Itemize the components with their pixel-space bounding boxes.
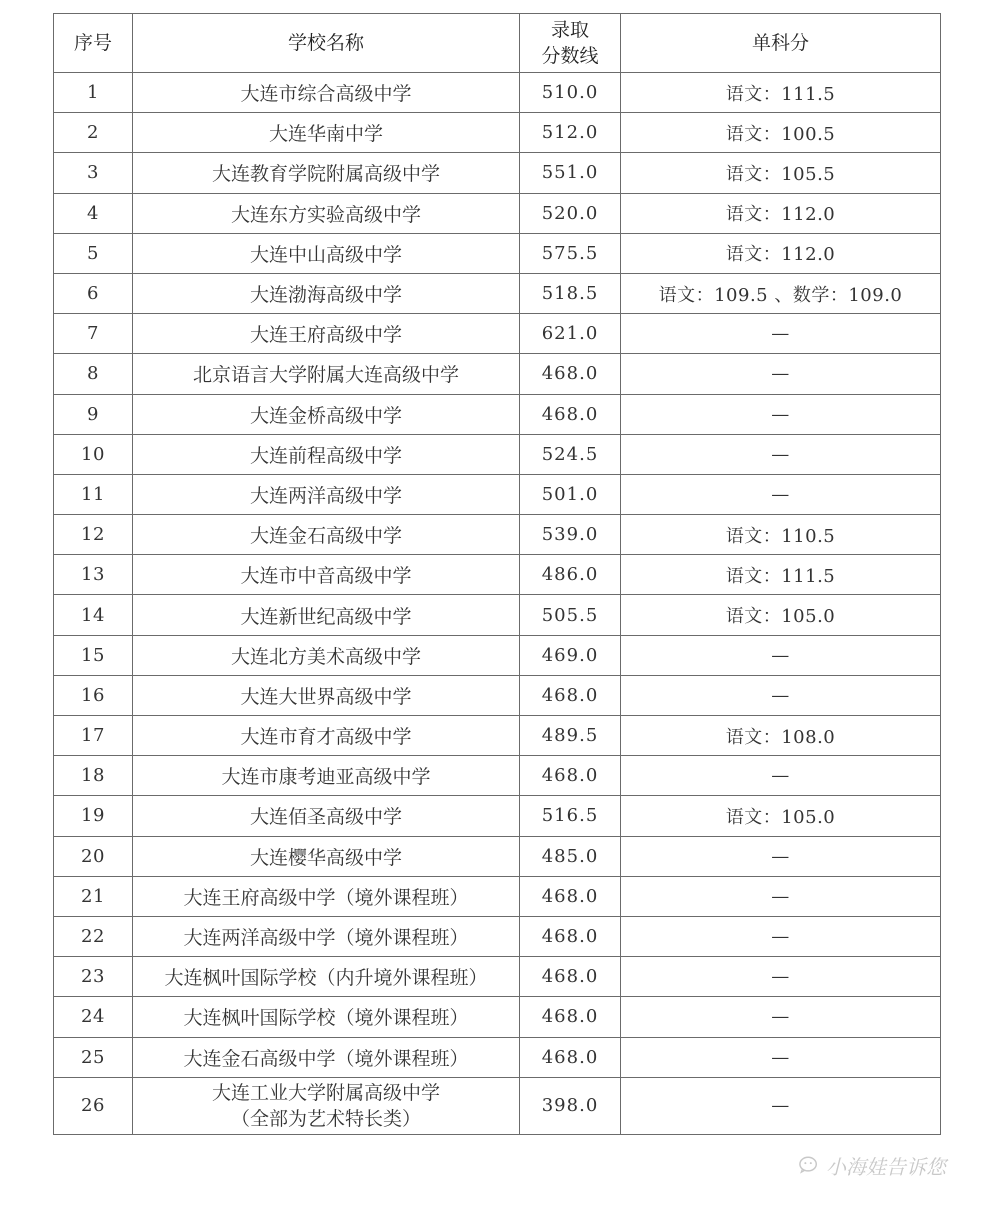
cell-subject-score: 语文：105.0 <box>621 796 941 836</box>
cell-school-name: 大连大世界高级中学 <box>133 675 520 715</box>
cell-admission-score: 468.0 <box>520 675 621 715</box>
cell-index: 5 <box>54 233 133 273</box>
table-row <box>54 916 941 956</box>
cell-school-name: 大连樱华高级中学 <box>133 836 520 876</box>
cell-school-name: 大连金桥高级中学 <box>133 394 520 434</box>
cell-subject-score: — <box>621 675 941 715</box>
cell-school-name: 大连金石高级中学 <box>133 515 520 555</box>
cell-subject-score: — <box>621 756 941 796</box>
cell-index: 17 <box>54 716 133 756</box>
table-row <box>54 756 941 796</box>
admission-score-table <box>53 13 941 1135</box>
cell-admission-score: 468.0 <box>520 916 621 956</box>
cell-admission-score: 468.0 <box>520 997 621 1037</box>
cell-index: 8 <box>54 354 133 394</box>
cell-index: 23 <box>54 957 133 997</box>
cell-school-name: 大连市康考迪亚高级中学 <box>133 756 520 796</box>
cell-subject-score: 语文：110.5 <box>621 515 941 555</box>
table-row <box>54 997 941 1037</box>
cell-school-name: 大连市育才高级中学 <box>133 716 520 756</box>
cell-index: 1 <box>54 73 133 113</box>
cell-admission-score: 468.0 <box>520 957 621 997</box>
cell-subject-score: — <box>621 394 941 434</box>
table-row <box>54 876 941 916</box>
cell-subject-score: 语文：108.0 <box>621 716 941 756</box>
cell-index: 24 <box>54 997 133 1037</box>
cell-index: 3 <box>54 153 133 193</box>
cell-index: 12 <box>54 515 133 555</box>
cell-school-name: 大连教育学院附属高级中学 <box>133 153 520 193</box>
table-row <box>54 153 941 193</box>
header-subject-score: 单科分 <box>621 14 941 73</box>
cell-admission-score: 551.0 <box>520 153 621 193</box>
table-row <box>54 1077 941 1134</box>
cell-school-name: 大连北方美术高级中学 <box>133 635 520 675</box>
cell-subject-score: — <box>621 957 941 997</box>
cell-index: 6 <box>54 273 133 313</box>
header-school-name: 学校名称 <box>133 14 520 73</box>
cell-index: 21 <box>54 876 133 916</box>
cell-subject-score: — <box>621 876 941 916</box>
cell-subject-score: 语文：109.5 、数学：109.0 <box>621 273 941 313</box>
table-row <box>54 314 941 354</box>
header-score-line-1: 录取 <box>550 19 589 41</box>
table-row <box>54 515 941 555</box>
cell-school-name: 大连中山高级中学 <box>133 233 520 273</box>
cell-subject-score: 语文：105.0 <box>621 595 941 635</box>
cell-subject-score: — <box>621 314 941 354</box>
cell-admission-score: 575.5 <box>520 233 621 273</box>
cell-admission-score: 469.0 <box>520 635 621 675</box>
cell-subject-score: 语文：100.5 <box>621 113 941 153</box>
cell-school-name: 大连佰圣高级中学 <box>133 796 520 836</box>
cell-subject-score: — <box>621 434 941 474</box>
watermark <box>798 1152 946 1178</box>
cell-school-name: 大连市综合高级中学 <box>133 73 520 113</box>
table-row <box>54 796 941 836</box>
cell-school-name: 大连金石高级中学（境外课程班） <box>133 1037 520 1077</box>
table-row <box>54 635 941 675</box>
cell-admission-score: 398.0 <box>520 1077 621 1134</box>
cell-subject-score: — <box>621 916 941 956</box>
cell-index: 19 <box>54 796 133 836</box>
cell-admission-score: 621.0 <box>520 314 621 354</box>
cell-school-name: 大连两洋高级中学 <box>133 474 520 514</box>
cell-index: 16 <box>54 675 133 715</box>
cell-subject-score: — <box>621 474 941 514</box>
cell-school-name: 大连枫叶国际学校（内升境外课程班） <box>133 957 520 997</box>
cell-index: 22 <box>54 916 133 956</box>
header-score-line-2: 分数线 <box>541 45 599 67</box>
cell-index: 25 <box>54 1037 133 1077</box>
cell-subject-score: 语文：105.5 <box>621 153 941 193</box>
table-header-row <box>54 14 941 73</box>
table-body <box>54 73 941 1135</box>
wechat-icon <box>798 1155 820 1175</box>
table-row <box>54 354 941 394</box>
cell-admission-score: 516.5 <box>520 796 621 836</box>
admission-table-container <box>53 13 940 1135</box>
cell-subject-score: — <box>621 1077 941 1134</box>
cell-subject-score: — <box>621 635 941 675</box>
cell-admission-score: 520.0 <box>520 193 621 233</box>
cell-index: 7 <box>54 314 133 354</box>
cell-index: 14 <box>54 595 133 635</box>
cell-admission-score: 468.0 <box>520 876 621 916</box>
cell-index: 20 <box>54 836 133 876</box>
cell-subject-score: — <box>621 354 941 394</box>
cell-index: 18 <box>54 756 133 796</box>
cell-school-name: 大连新世纪高级中学 <box>133 595 520 635</box>
table-row <box>54 273 941 313</box>
table-row <box>54 73 941 113</box>
cell-school-name: 大连前程高级中学 <box>133 434 520 474</box>
cell-subject-score: 语文：112.0 <box>621 193 941 233</box>
cell-school-name: 北京语言大学附属大连高级中学 <box>133 354 520 394</box>
cell-admission-score: 505.5 <box>520 595 621 635</box>
cell-school-name: 大连两洋高级中学（境外课程班） <box>133 916 520 956</box>
cell-index: 4 <box>54 193 133 233</box>
school-name-line-2: （全部为艺术特长类） <box>230 1107 421 1130</box>
cell-admission-score: 539.0 <box>520 515 621 555</box>
table-row <box>54 113 941 153</box>
table-row <box>54 957 941 997</box>
cell-index: 13 <box>54 555 133 595</box>
table-row <box>54 434 941 474</box>
cell-admission-score: 468.0 <box>520 354 621 394</box>
cell-admission-score: 468.0 <box>520 1037 621 1077</box>
cell-admission-score: 510.0 <box>520 73 621 113</box>
table-row <box>54 394 941 434</box>
cell-subject-score: — <box>621 836 941 876</box>
cell-school-name: 大连王府高级中学（境外课程班） <box>133 876 520 916</box>
cell-admission-score: 524.5 <box>520 434 621 474</box>
table-row <box>54 675 941 715</box>
table-row <box>54 555 941 595</box>
cell-index: 9 <box>54 394 133 434</box>
cell-admission-score: 468.0 <box>520 394 621 434</box>
cell-school-name: 大连枫叶国际学校（境外课程班） <box>133 997 520 1037</box>
cell-admission-score: 518.5 <box>520 273 621 313</box>
cell-school-name: 大连华南中学 <box>133 113 520 153</box>
cell-subject-score: 语文：111.5 <box>621 555 941 595</box>
cell-index: 15 <box>54 635 133 675</box>
cell-admission-score: 485.0 <box>520 836 621 876</box>
cell-subject-score: — <box>621 1037 941 1077</box>
table-row <box>54 233 941 273</box>
cell-index: 11 <box>54 474 133 514</box>
cell-admission-score: 486.0 <box>520 555 621 595</box>
cell-admission-score: 501.0 <box>520 474 621 514</box>
cell-subject-score: 语文：112.0 <box>621 233 941 273</box>
cell-admission-score: 489.5 <box>520 716 621 756</box>
cell-school-name: 大连市中音高级中学 <box>133 555 520 595</box>
cell-subject-score: — <box>621 997 941 1037</box>
table-row <box>54 595 941 635</box>
cell-school-name: 大连东方实验高级中学 <box>133 193 520 233</box>
header-index: 序号 <box>54 14 133 73</box>
table-row <box>54 836 941 876</box>
header-admission-score <box>520 14 621 73</box>
cell-admission-score: 468.0 <box>520 756 621 796</box>
cell-school-name: 大连王府高级中学 <box>133 314 520 354</box>
table-row <box>54 474 941 514</box>
cell-index: 10 <box>54 434 133 474</box>
cell-school-name: 大连渤海高级中学 <box>133 273 520 313</box>
table-row <box>54 193 941 233</box>
cell-subject-score: 语文：111.5 <box>621 73 941 113</box>
cell-index: 26 <box>54 1077 133 1134</box>
cell-index: 2 <box>54 113 133 153</box>
table-row <box>54 1037 941 1077</box>
school-name-line-1: 大连工业大学附属高级中学 <box>211 1081 440 1104</box>
watermark-text: 小海娃告诉您 <box>826 1154 946 1179</box>
table-row <box>54 716 941 756</box>
cell-school-name <box>133 1077 520 1134</box>
cell-admission-score: 512.0 <box>520 113 621 153</box>
